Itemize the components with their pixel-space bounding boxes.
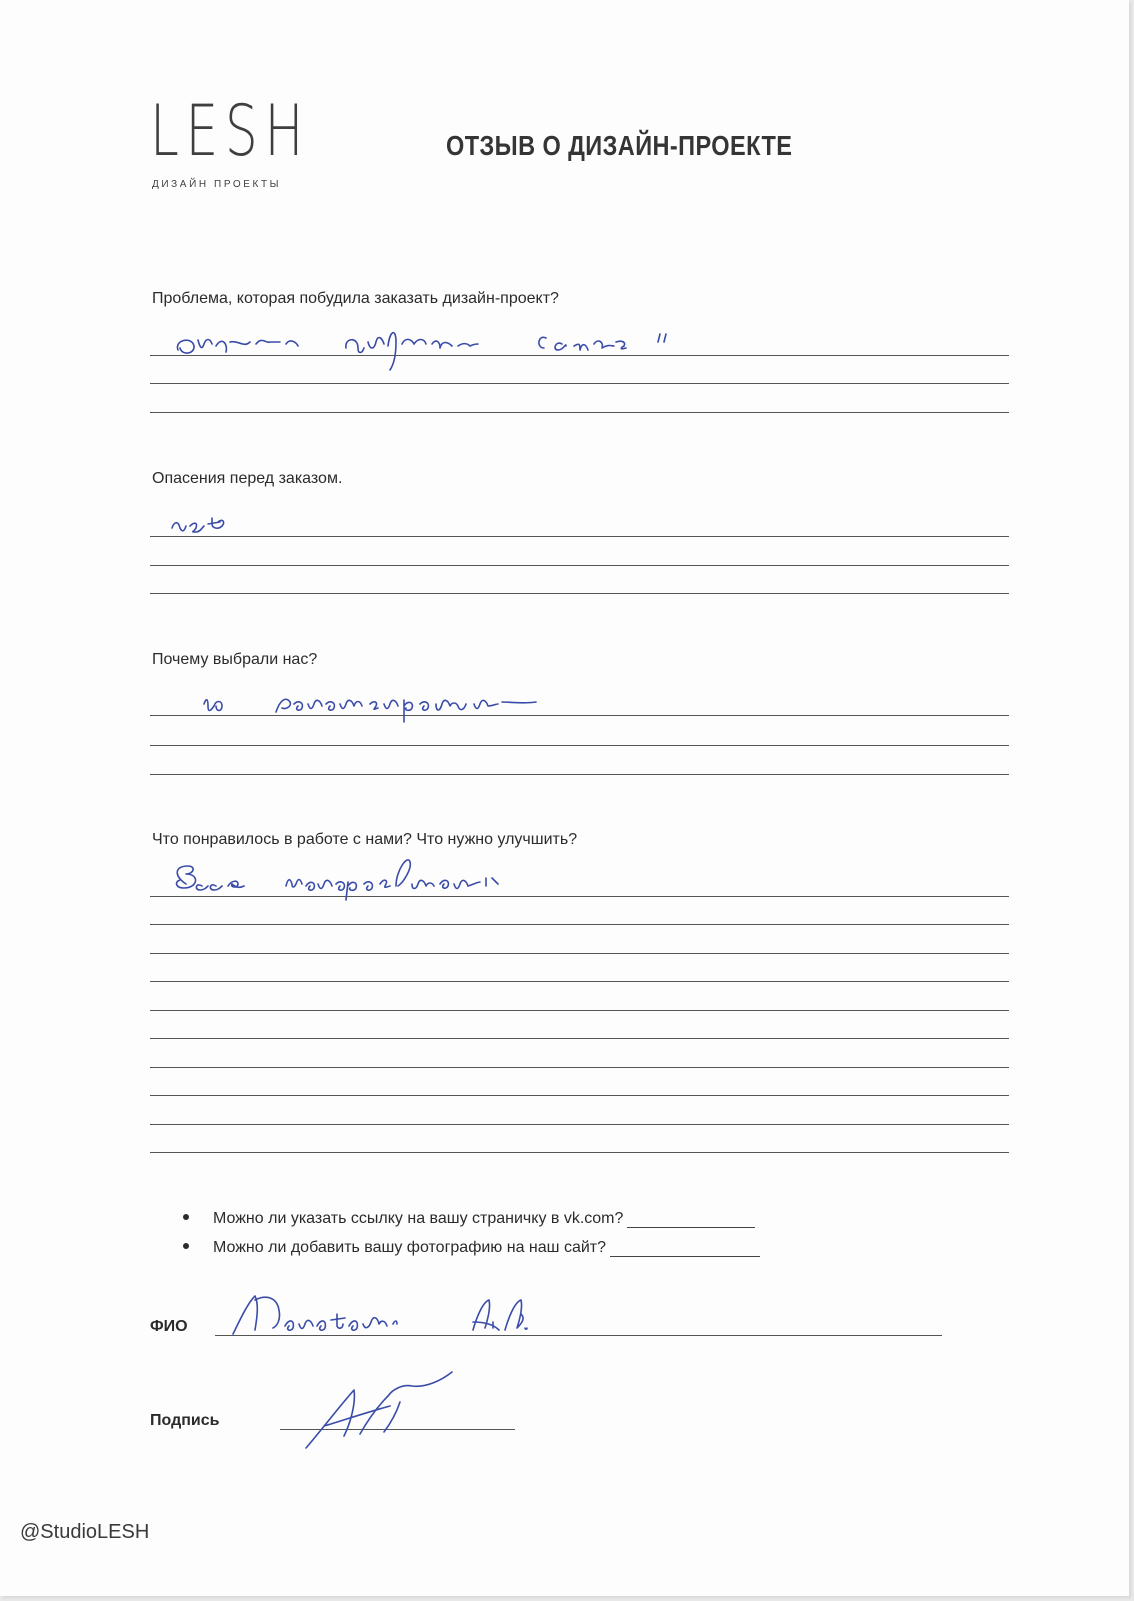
consent-photo-blank[interactable]	[610, 1256, 760, 1257]
question-problem: Проблема, которая побудила заказать дизайн-проект?	[152, 290, 559, 307]
brand-subtitle: ДИЗАЙН ПРОЕКТЫ	[152, 179, 282, 190]
answer-line	[150, 1095, 1009, 1096]
answer-line	[150, 715, 1009, 716]
handwritten-signature	[300, 1378, 470, 1453]
document-title: ОТЗЫВ О ДИЗАЙН-ПРОЕКТЕ	[446, 130, 793, 161]
answer-line	[150, 536, 1009, 537]
consent-photo: Можно ли добавить вашу фотографию на наш сайт?	[183, 1239, 760, 1257]
answer-line	[150, 1152, 1009, 1153]
answer-line	[150, 412, 1009, 413]
answer-line	[150, 953, 1009, 954]
handwritten-answer-4	[168, 850, 548, 910]
studio-watermark: @StudioLESH	[0, 1512, 176, 1552]
answer-line	[150, 1124, 1009, 1125]
answer-line	[150, 1067, 1009, 1068]
answer-line	[150, 981, 1009, 982]
answer-line	[150, 745, 1009, 746]
answer-line	[150, 1010, 1009, 1011]
question-why-us: Почему выбрали нас?	[152, 651, 318, 668]
answer-line	[150, 565, 1009, 566]
handwritten-name	[225, 1288, 585, 1343]
bullet-icon	[183, 1214, 189, 1220]
consent-vk-blank[interactable]	[627, 1227, 755, 1228]
handwritten-answer-3	[198, 686, 558, 726]
consent-vk-link: Можно ли указать ссылку на вашу страничку в vk.com?	[183, 1210, 755, 1228]
question-concerns: Опасения перед заказом.	[152, 470, 343, 487]
answer-line	[150, 896, 1009, 897]
handwritten-answer-1	[170, 322, 690, 372]
bullet-icon	[183, 1243, 189, 1249]
answer-line	[150, 383, 1009, 384]
answer-line	[150, 355, 1009, 356]
answer-line	[150, 593, 1009, 594]
question-feedback: Что понравилось в работе с нами? Что нужно улучшить?	[152, 831, 578, 848]
handwritten-answer-2	[168, 508, 268, 538]
answer-line	[150, 924, 1009, 925]
answer-line	[150, 1038, 1009, 1039]
name-label: ФИО	[150, 1318, 188, 1335]
signature-label: Подпись	[150, 1412, 220, 1429]
answer-line	[150, 774, 1009, 775]
brand-logo: LESH	[150, 90, 311, 172]
